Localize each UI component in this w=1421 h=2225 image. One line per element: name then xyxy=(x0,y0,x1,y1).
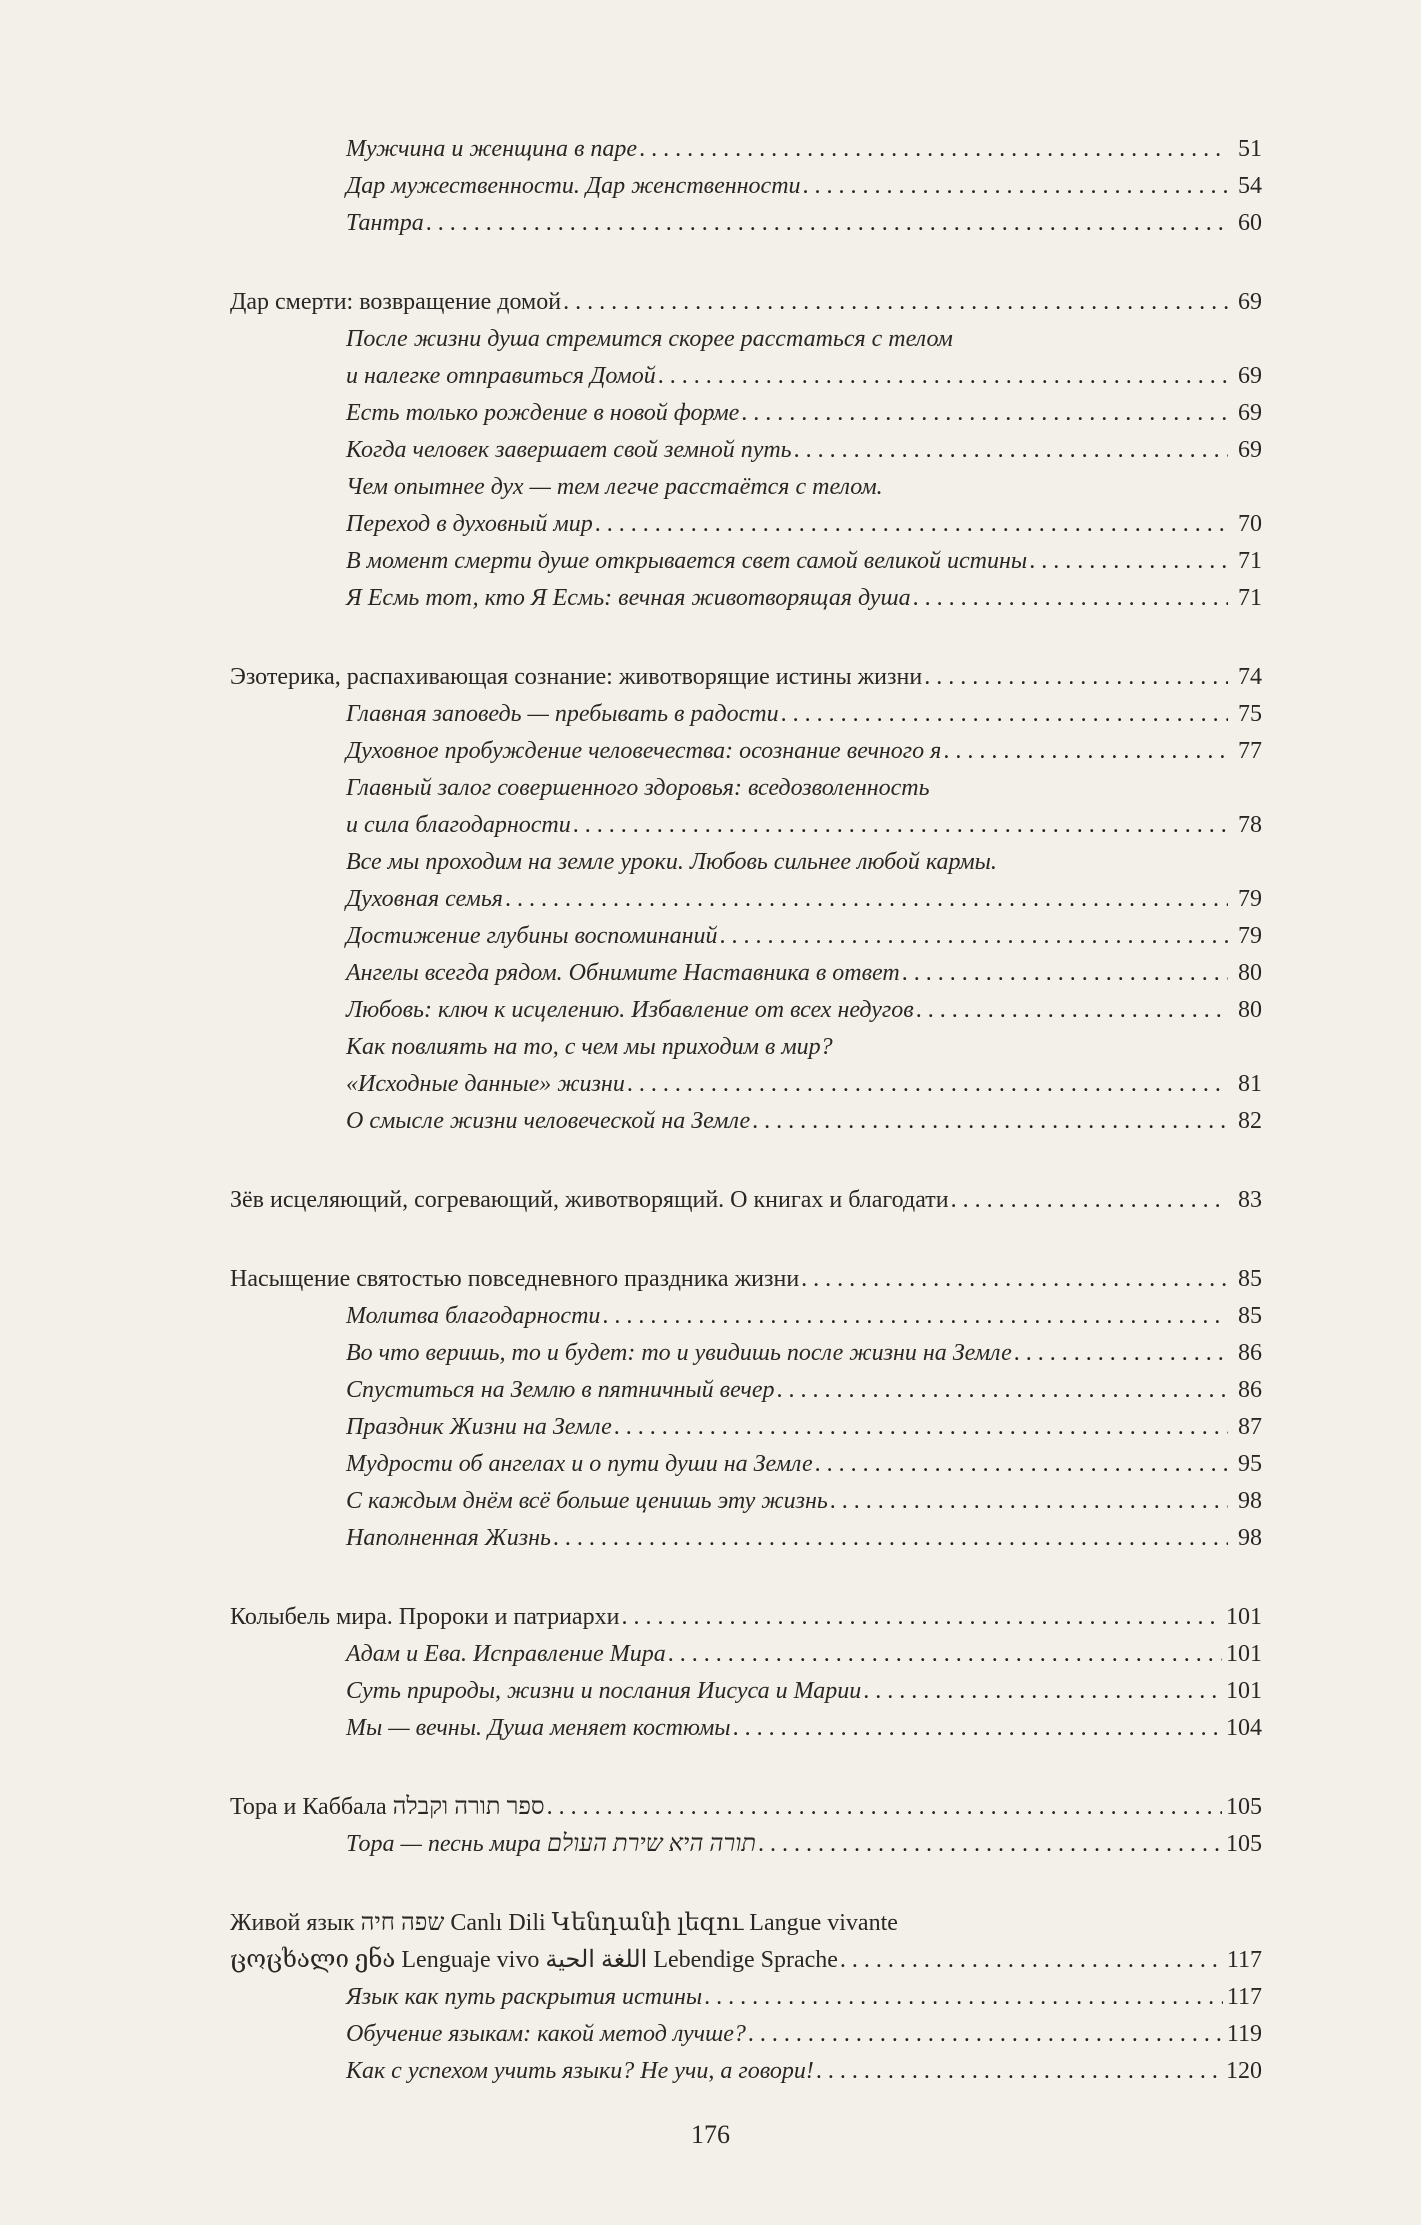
toc-group xyxy=(230,1789,1262,1863)
toc-group xyxy=(230,1599,1262,1747)
toc-entry-text: Как с успехом учить языки? Не учи, а говори! xyxy=(346,2058,814,2084)
toc-entry xyxy=(230,1066,1262,1103)
toc-entry-page: 79 xyxy=(1238,886,1262,912)
toc-entry-page: 86 xyxy=(1238,1340,1262,1366)
toc-entry-page: 78 xyxy=(1238,812,1262,838)
toc-entry xyxy=(230,131,1262,168)
toc-entry-text: Мужчина и женщина в паре xyxy=(346,136,638,162)
toc-entry xyxy=(230,1483,1262,1520)
toc-group xyxy=(230,1182,1262,1219)
toc-chapter xyxy=(230,284,1262,321)
toc-chapter xyxy=(230,1261,1262,1298)
toc-entry-text: Переход в духовный мир xyxy=(346,511,593,537)
toc-entry xyxy=(230,1409,1262,1446)
toc-entry-text: Суть природы, жизни и послания Иисуса и Марии xyxy=(346,1678,862,1704)
toc-entry-text: Праздник Жизни на Земле xyxy=(346,1414,612,1440)
toc-entry-page: 80 xyxy=(1238,960,1262,986)
toc-chapter-text: Насыщение святостью повседневного праздника жизни xyxy=(230,1266,800,1292)
toc-entry xyxy=(230,992,1262,1029)
toc-entry xyxy=(230,881,1262,918)
toc-entry-text: Ангелы всегда рядом. Обнимите Наставника в ответ xyxy=(346,960,900,986)
toc-entry xyxy=(230,1335,1262,1372)
toc-entry-text: Молитва благодарности xyxy=(346,1303,601,1329)
toc-entry-text: С каждым днём всё больше ценишь эту жизнь xyxy=(346,1488,828,1514)
toc-entry-text: Спуститься на Землю в пятничный вечер xyxy=(346,1377,775,1403)
toc-entry xyxy=(230,432,1262,469)
toc-entry-text: Наполненная Жизнь xyxy=(346,1525,551,1551)
toc-entry xyxy=(230,2016,1262,2053)
toc-entry-text: Есть только рождение в новой форме xyxy=(346,400,740,426)
toc-entry xyxy=(230,733,1262,770)
toc-group xyxy=(230,284,1262,617)
toc-entry-page: 82 xyxy=(1238,1108,1262,1134)
toc-chapter-page: 105 xyxy=(1226,1794,1262,1820)
toc-entry-page: 87 xyxy=(1238,1414,1262,1440)
toc-entry xyxy=(230,580,1262,617)
toc-entry-page: 101 xyxy=(1226,1678,1262,1704)
toc-entry xyxy=(230,543,1262,580)
table-of-contents xyxy=(230,131,1262,2132)
toc-entry xyxy=(230,1520,1262,1557)
toc-group xyxy=(230,659,1262,1140)
toc-entry-text: Главный залог совершенного здоровья: вседозволенность xyxy=(346,775,930,801)
toc-entry xyxy=(230,1103,1262,1140)
toc-entry-page: 85 xyxy=(1238,1303,1262,1329)
toc-entry-page: 69 xyxy=(1238,437,1262,463)
toc-entry-page: 101 xyxy=(1226,1641,1262,1667)
toc-group xyxy=(230,131,1262,242)
toc-chapter-text: Живой язык שפה חיה Canlı Dili Կենդանի լեզու Langue vivante xyxy=(230,1910,898,1936)
toc-chapter-page: 74 xyxy=(1238,664,1262,690)
toc-entry-page: 81 xyxy=(1238,1071,1262,1097)
toc-chapter xyxy=(230,1599,1262,1636)
toc-chapter xyxy=(230,1182,1262,1219)
toc-entry xyxy=(230,844,1262,881)
toc-entry-page: 80 xyxy=(1238,997,1262,1023)
toc-entry-text: и сила благодарности xyxy=(346,812,571,838)
toc-entry xyxy=(230,955,1262,992)
toc-entry-text: Духовное пробуждение человечества: осознание вечного я xyxy=(346,738,942,764)
toc-chapter-page: 83 xyxy=(1238,1187,1262,1213)
toc-entry-text: Достижение глубины воспоминаний xyxy=(346,923,718,949)
toc-group xyxy=(230,1261,1262,1557)
toc-entry-text: Все мы проходим на земле уроки. Любовь сильнее любой кармы. xyxy=(346,849,997,875)
toc-entry-text: Чем опытнее дух — тем легче расстаётся с телом. xyxy=(346,474,883,500)
toc-entry xyxy=(230,168,1262,205)
toc-chapter-page: 69 xyxy=(1238,289,1262,315)
toc-entry xyxy=(230,205,1262,242)
toc-entry-text: Дар мужественности. Дар женственности xyxy=(346,173,801,199)
toc-chapter-text: Эзотерика, распахивающая сознание: животворящие истины жизни xyxy=(230,664,923,690)
toc-entry-page: 119 xyxy=(1226,2021,1262,2047)
toc-chapter-text: Дар смерти: возвращение домой xyxy=(230,289,562,315)
toc-entry xyxy=(230,1710,1262,1747)
toc-group xyxy=(230,1905,1262,2090)
toc-entry-text: Как повлиять на то, с чем мы приходим в мир? xyxy=(346,1034,833,1060)
toc-entry-page: 69 xyxy=(1238,400,1262,426)
toc-entry-text: Главная заповедь — пребывать в радости xyxy=(346,701,779,727)
toc-entry-text: Адам и Ева. Исправление Мира xyxy=(346,1641,666,1667)
toc-entry-text: После жизни душа стремится скорее расстаться с телом xyxy=(346,326,953,352)
toc-entry-page: 71 xyxy=(1238,585,1262,611)
toc-entry xyxy=(230,1446,1262,1483)
toc-entry xyxy=(230,696,1262,733)
toc-entry-text: Духовная семья xyxy=(346,886,503,912)
toc-entry-page: 54 xyxy=(1238,173,1262,199)
toc-entry-text: Во что веришь, то и будет: то и увидишь после жизни на Земле xyxy=(346,1340,1012,1366)
toc-chapter-text: Колыбель мира. Пророки и патриархи xyxy=(230,1604,620,1630)
toc-entry xyxy=(230,1979,1262,2016)
toc-entry-page: 98 xyxy=(1238,1488,1262,1514)
toc-chapter-page: 117 xyxy=(1226,1947,1262,1973)
toc-entry-text: Мудрости об ангелах и о пути души на Земле xyxy=(346,1451,813,1477)
toc-entry-page: 105 xyxy=(1226,1831,1262,1857)
toc-entry-text: «Исходные данные» жизни xyxy=(346,1071,625,1097)
toc-entry-text: О смысле жизни человеческой на Земле xyxy=(346,1108,751,1134)
toc-entry-page: 70 xyxy=(1238,511,1262,537)
toc-entry xyxy=(230,321,1262,358)
toc-entry-page: 51 xyxy=(1238,136,1262,162)
toc-entry-page: 95 xyxy=(1238,1451,1262,1477)
toc-entry xyxy=(230,1673,1262,1710)
toc-chapter-page: 101 xyxy=(1226,1604,1262,1630)
toc-entry-text: Любовь: ключ к исцелению. Избавление от всех недугов xyxy=(346,997,914,1023)
toc-entry xyxy=(230,395,1262,432)
toc-entry-page: 60 xyxy=(1238,210,1262,236)
toc-entry xyxy=(230,506,1262,543)
toc-entry xyxy=(230,2053,1262,2090)
toc-entry-page: 75 xyxy=(1238,701,1262,727)
toc-chapter-text: ცოცხალი ენა Lenguaje vivo اللغة الحية Lebendige Sprache xyxy=(230,1947,838,1973)
toc-entry-text: и налегке отправиться Домой xyxy=(346,363,656,389)
toc-chapter-page: 85 xyxy=(1238,1266,1262,1292)
toc-entry-text: Мы — вечны. Душа меняет костюмы xyxy=(346,1715,731,1741)
toc-entry-text: Когда человек завершает свой земной путь xyxy=(346,437,792,463)
toc-entry-page: 86 xyxy=(1238,1377,1262,1403)
toc-entry-text: Тантра xyxy=(346,210,424,236)
toc-entry xyxy=(230,469,1262,506)
toc-entry xyxy=(230,1372,1262,1409)
toc-chapter xyxy=(230,1789,1262,1826)
toc-entry-page: 79 xyxy=(1238,923,1262,949)
toc-entry xyxy=(230,1298,1262,1335)
toc-chapter xyxy=(230,1942,1262,1979)
toc-entry xyxy=(230,770,1262,807)
toc-entry-page: 117 xyxy=(1226,1984,1262,2010)
toc-chapter-text: Тора и Каббала ספר תורה וקבלה xyxy=(230,1794,545,1820)
toc-entry-text: Тора — песнь мира תורה היא שירת העולם xyxy=(346,1831,757,1857)
toc-entry xyxy=(230,918,1262,955)
toc-chapter-text: Зёв исцеляющий, согревающий, животворящий. О книгах и благодати xyxy=(230,1187,949,1213)
toc-entry-text: Обучение языкам: какой метод лучше? xyxy=(346,2021,746,2047)
toc-chapter xyxy=(230,659,1262,696)
toc-entry-text: Я Есмь тот, кто Я Есмь: вечная животворящая душа xyxy=(346,585,911,611)
toc-entry xyxy=(230,1029,1262,1066)
toc-entry xyxy=(230,358,1262,395)
toc-entry xyxy=(230,1636,1262,1673)
toc-entry-page: 69 xyxy=(1238,363,1262,389)
toc-chapter xyxy=(230,1905,1262,1942)
toc-entry-page: 120 xyxy=(1226,2058,1262,2084)
toc-entry-page: 104 xyxy=(1226,1715,1262,1741)
page-number: 176 xyxy=(691,2120,730,2149)
toc-entry-page: 71 xyxy=(1238,548,1262,574)
toc-entry-page: 98 xyxy=(1238,1525,1262,1551)
toc-entry-text: Язык как путь раскрытия истины xyxy=(346,1984,703,2010)
toc-entry xyxy=(230,1826,1262,1863)
toc-entry xyxy=(230,807,1262,844)
toc-entry-text: В момент смерти душе открывается свет самой великой истины xyxy=(346,548,1028,574)
toc-entry-page: 77 xyxy=(1238,738,1262,764)
